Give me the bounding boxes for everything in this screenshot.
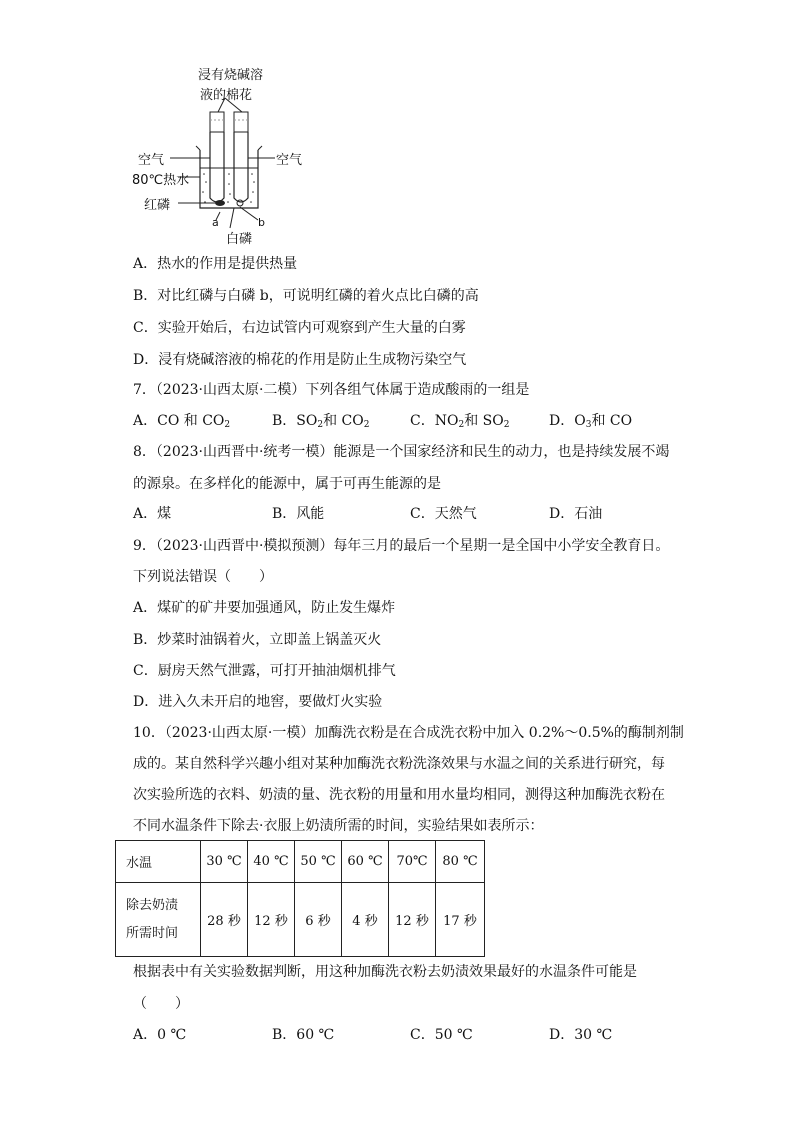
table-cell: 30 ℃ [201, 841, 248, 883]
table-cell: 80 ℃ [436, 841, 485, 883]
q9-stem-line1: 9．（2023·山西晋中·模拟预测）每年三月的最后一个星期一是全国中小学安全教育日。 [133, 538, 670, 554]
table-header-water-temp: 水温 [116, 841, 201, 883]
label-white-phosphorus: 白磷 [226, 232, 253, 247]
q7-option-b: B．$SO_2$和 $CO_2$ [272, 413, 370, 430]
table-cell: 6 秒 [295, 883, 342, 957]
results-table [115, 840, 485, 957]
q8-option-c: C．天然气 [410, 506, 477, 522]
q10-question-line2: （ ） [133, 996, 189, 1012]
q6-option-a: A．热水的作用是提供热量 [133, 256, 298, 272]
table-cell: 12 秒 [248, 883, 295, 957]
q8-option-b: B．风能 [272, 506, 325, 522]
q8-stem-line1: 8．（2023·山西晋中·统考一模）能源是一个国家经济和民生的动力，也是持续发展不竭 [133, 444, 670, 460]
test-tube-left [210, 112, 224, 202]
q7-stem: 7．（2023·山西太原·二模）下列各组气体属于造成酸雨的一组是 [133, 382, 530, 398]
label-b: b [258, 216, 265, 229]
q9-option-c: C．厨房天然气泄露，可打开抽油烟机排气 [133, 663, 396, 679]
table-cell: 70℃ [389, 841, 436, 883]
q10-option-b: B．60 ℃ [272, 1027, 335, 1043]
q10-stem-line4: 不同水温条件下除去·衣服上奶渍所需的时间，实验结果如表所示： [133, 818, 544, 834]
q7-option-a: A．CO 和 $CO_2$ [133, 413, 231, 430]
label-cotton-line1: 浸有烧碱溶 [198, 68, 264, 83]
table-row [116, 883, 485, 957]
q6-option-b: B．对比红磷与白磷 b，可说明红磷的着火点比白磷的高 [133, 288, 479, 304]
q10-option-a: A．0 ℃ [133, 1027, 187, 1043]
label-a: a [212, 216, 219, 229]
q8-option-d: D．石油 [549, 506, 603, 522]
q6-option-c: C．实验开始后，右边试管内可观察到产生大量的白雾 [133, 320, 466, 336]
table-cell: 12 秒 [389, 883, 436, 957]
q10-stem-line2: 成的。某自然科学兴趣小组对某种加酶洗衣粉洗涤效果与水温之间的关系进行研究，每 [133, 756, 665, 772]
white-phosphorus-b-shape [237, 200, 243, 206]
q9-option-b: B．炒菜时油锅着火，立即盖上锅盖灭火 [133, 632, 382, 648]
label-air-left: 空气 [138, 153, 165, 168]
label-cotton-line2: 液的棉花 [200, 88, 253, 103]
table-row [116, 841, 485, 883]
beaker [196, 146, 262, 208]
label-air-right: 空气 [276, 153, 303, 168]
q8-stem-line2: 的源泉。在多样化的能源中，属于可再生能源的是 [133, 476, 441, 492]
q7-option-c: C．$NO_2$和 $SO_2$ [410, 413, 510, 430]
table-cell: 28 秒 [201, 883, 248, 957]
q10-stem-line3: 次实验所选的衣料、奶渍的量、洗衣粉的用量和用水量均相同，测得这种加酶洗衣粉在 [133, 787, 665, 803]
test-tube-right [234, 112, 248, 202]
q10-stem-line1: 10．（2023·山西太原·一模）加酶洗衣粉是在合成洗衣粉中加入 0.2%～0.5%的酶制剂制 [133, 725, 684, 741]
table-cell: 60 ℃ [342, 841, 389, 883]
q10-option-d: D．30 ℃ [549, 1027, 613, 1043]
q7-option-d: D．$O_3$和 CO [549, 413, 633, 430]
q10-question-line1: 根据表中有关实验数据判断，用这种加酶洗衣粉去奶渍效果最好的水温条件可能是 [133, 964, 637, 980]
table-cell: 50 ℃ [295, 841, 342, 883]
q10-option-c: C．50 ℃ [410, 1027, 473, 1043]
q9-stem-line2: 下列说法错误（ ） [133, 569, 273, 585]
label-red-phosphorus: 红磷 [144, 198, 171, 213]
red-phosphorus-shape [215, 200, 225, 206]
table-header-time [116, 883, 201, 957]
table-header-time-line1: 除去奶渍 [126, 897, 179, 913]
experiment-figure [130, 60, 320, 250]
q9-option-a: A．煤矿的矿井要加强通风，防止发生爆炸 [133, 600, 396, 616]
q6-option-d: D．浸有烧碱溶液的棉花的作用是防止生成物污染空气 [133, 352, 467, 368]
table-header-time-line2: 所需时间 [126, 925, 179, 941]
table-cell: 17 秒 [436, 883, 485, 957]
q8-option-a: A．煤 [133, 506, 172, 522]
table-cell: 4 秒 [342, 883, 389, 957]
q9-option-d: D．进入久未开启的地窖，要做灯火实验 [133, 694, 383, 710]
label-hot-water: 80℃热水 [132, 173, 190, 188]
table-cell: 40 ℃ [248, 841, 295, 883]
